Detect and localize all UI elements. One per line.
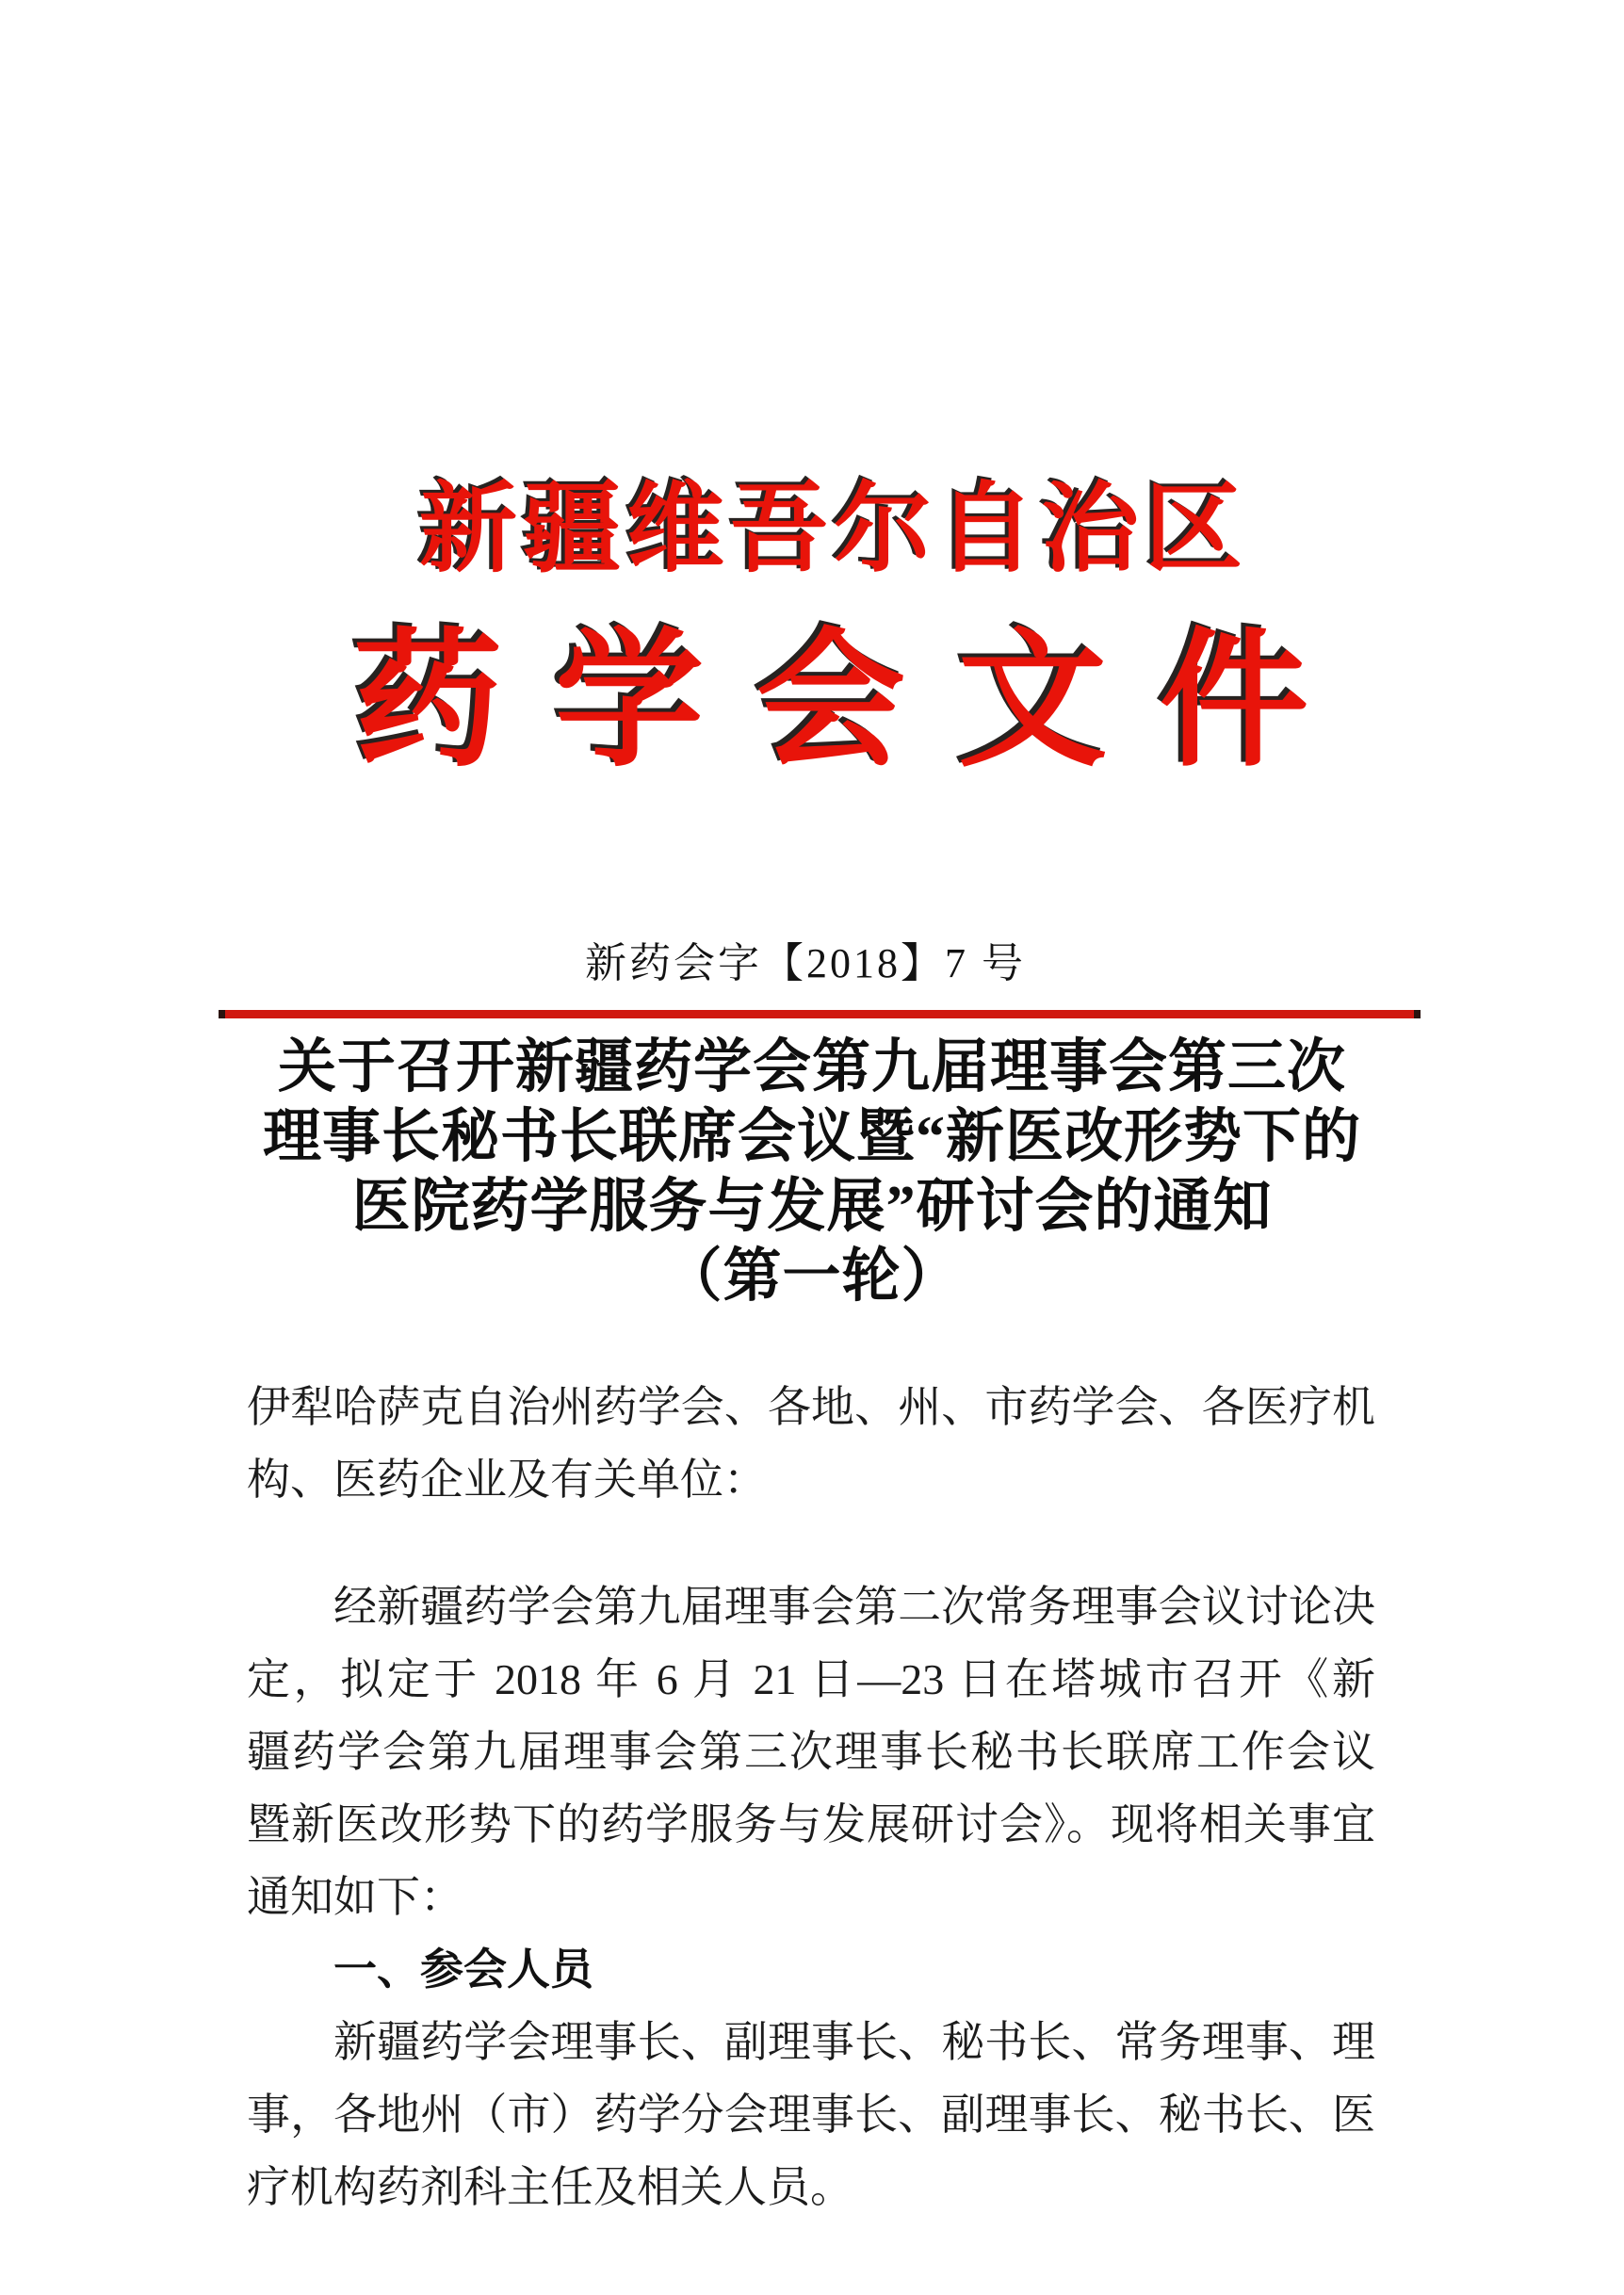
salutation-line: 构、医药企业及有关单位：: [247, 1456, 767, 1504]
section-1-heading: 一、参会人员: [333, 1945, 593, 1994]
paragraph-1: [247, 1571, 1375, 1933]
doc-number: 新药会字【2018】7 号: [585, 940, 1026, 986]
paragraph-line: 疗机构药剂科主任及相关人员。: [247, 2163, 853, 2211]
paragraph-line: 疆药学会第九届理事会第三次理事长秘书长联席工作会议: [247, 1728, 1375, 1776]
paragraph-line: 暨新医改形势下的药学服务与发展研讨会》。现将相关事宜: [247, 1800, 1375, 1848]
letterhead: [0, 469, 1624, 793]
document-title: [0, 1033, 1624, 1311]
title-line-2: 理事长秘书长联席会议暨“新医改形势下的: [262, 1105, 1361, 1169]
org-name-line1: 新疆维吾尔自治区: [418, 476, 1248, 584]
title-line-3: 医院药学服务与发展”研讨会的通知: [351, 1175, 1273, 1239]
paragraph-2: [247, 2006, 1375, 2223]
paragraph-line: 定，拟定于 2018 年 6 月 21 日—23 日在塔城市召开《新: [247, 1655, 1375, 1703]
section-1-heading-paragraph: [247, 1933, 1375, 2006]
paragraph-line: 事，各地州（市）药学分会理事长、副理事长、秘书长、医: [247, 2091, 1375, 2139]
red-divider-rule: [219, 1010, 1421, 1018]
paragraph-line: 通知如下：: [247, 1873, 463, 1921]
paragraph-line: 新疆药学会理事长、副理事长、秘书长、常务理事、理: [333, 2018, 1375, 2066]
org-name-line2: 药学会文件: [353, 620, 1361, 785]
paragraph-line: 经新疆药学会第九届理事会第二次常务理事会议讨论决: [333, 1583, 1375, 1631]
document-body: [247, 1371, 1375, 2223]
title-line-1: 关于召开新疆药学会第九届理事会第三次: [277, 1035, 1346, 1099]
title-line-4: （第一轮）: [663, 1245, 961, 1309]
salutation-paragraph: [247, 1371, 1375, 1516]
salutation-line: 伊犁哈萨克自治州药学会、各地、州、市药学会、各医疗机: [247, 1383, 1375, 1431]
